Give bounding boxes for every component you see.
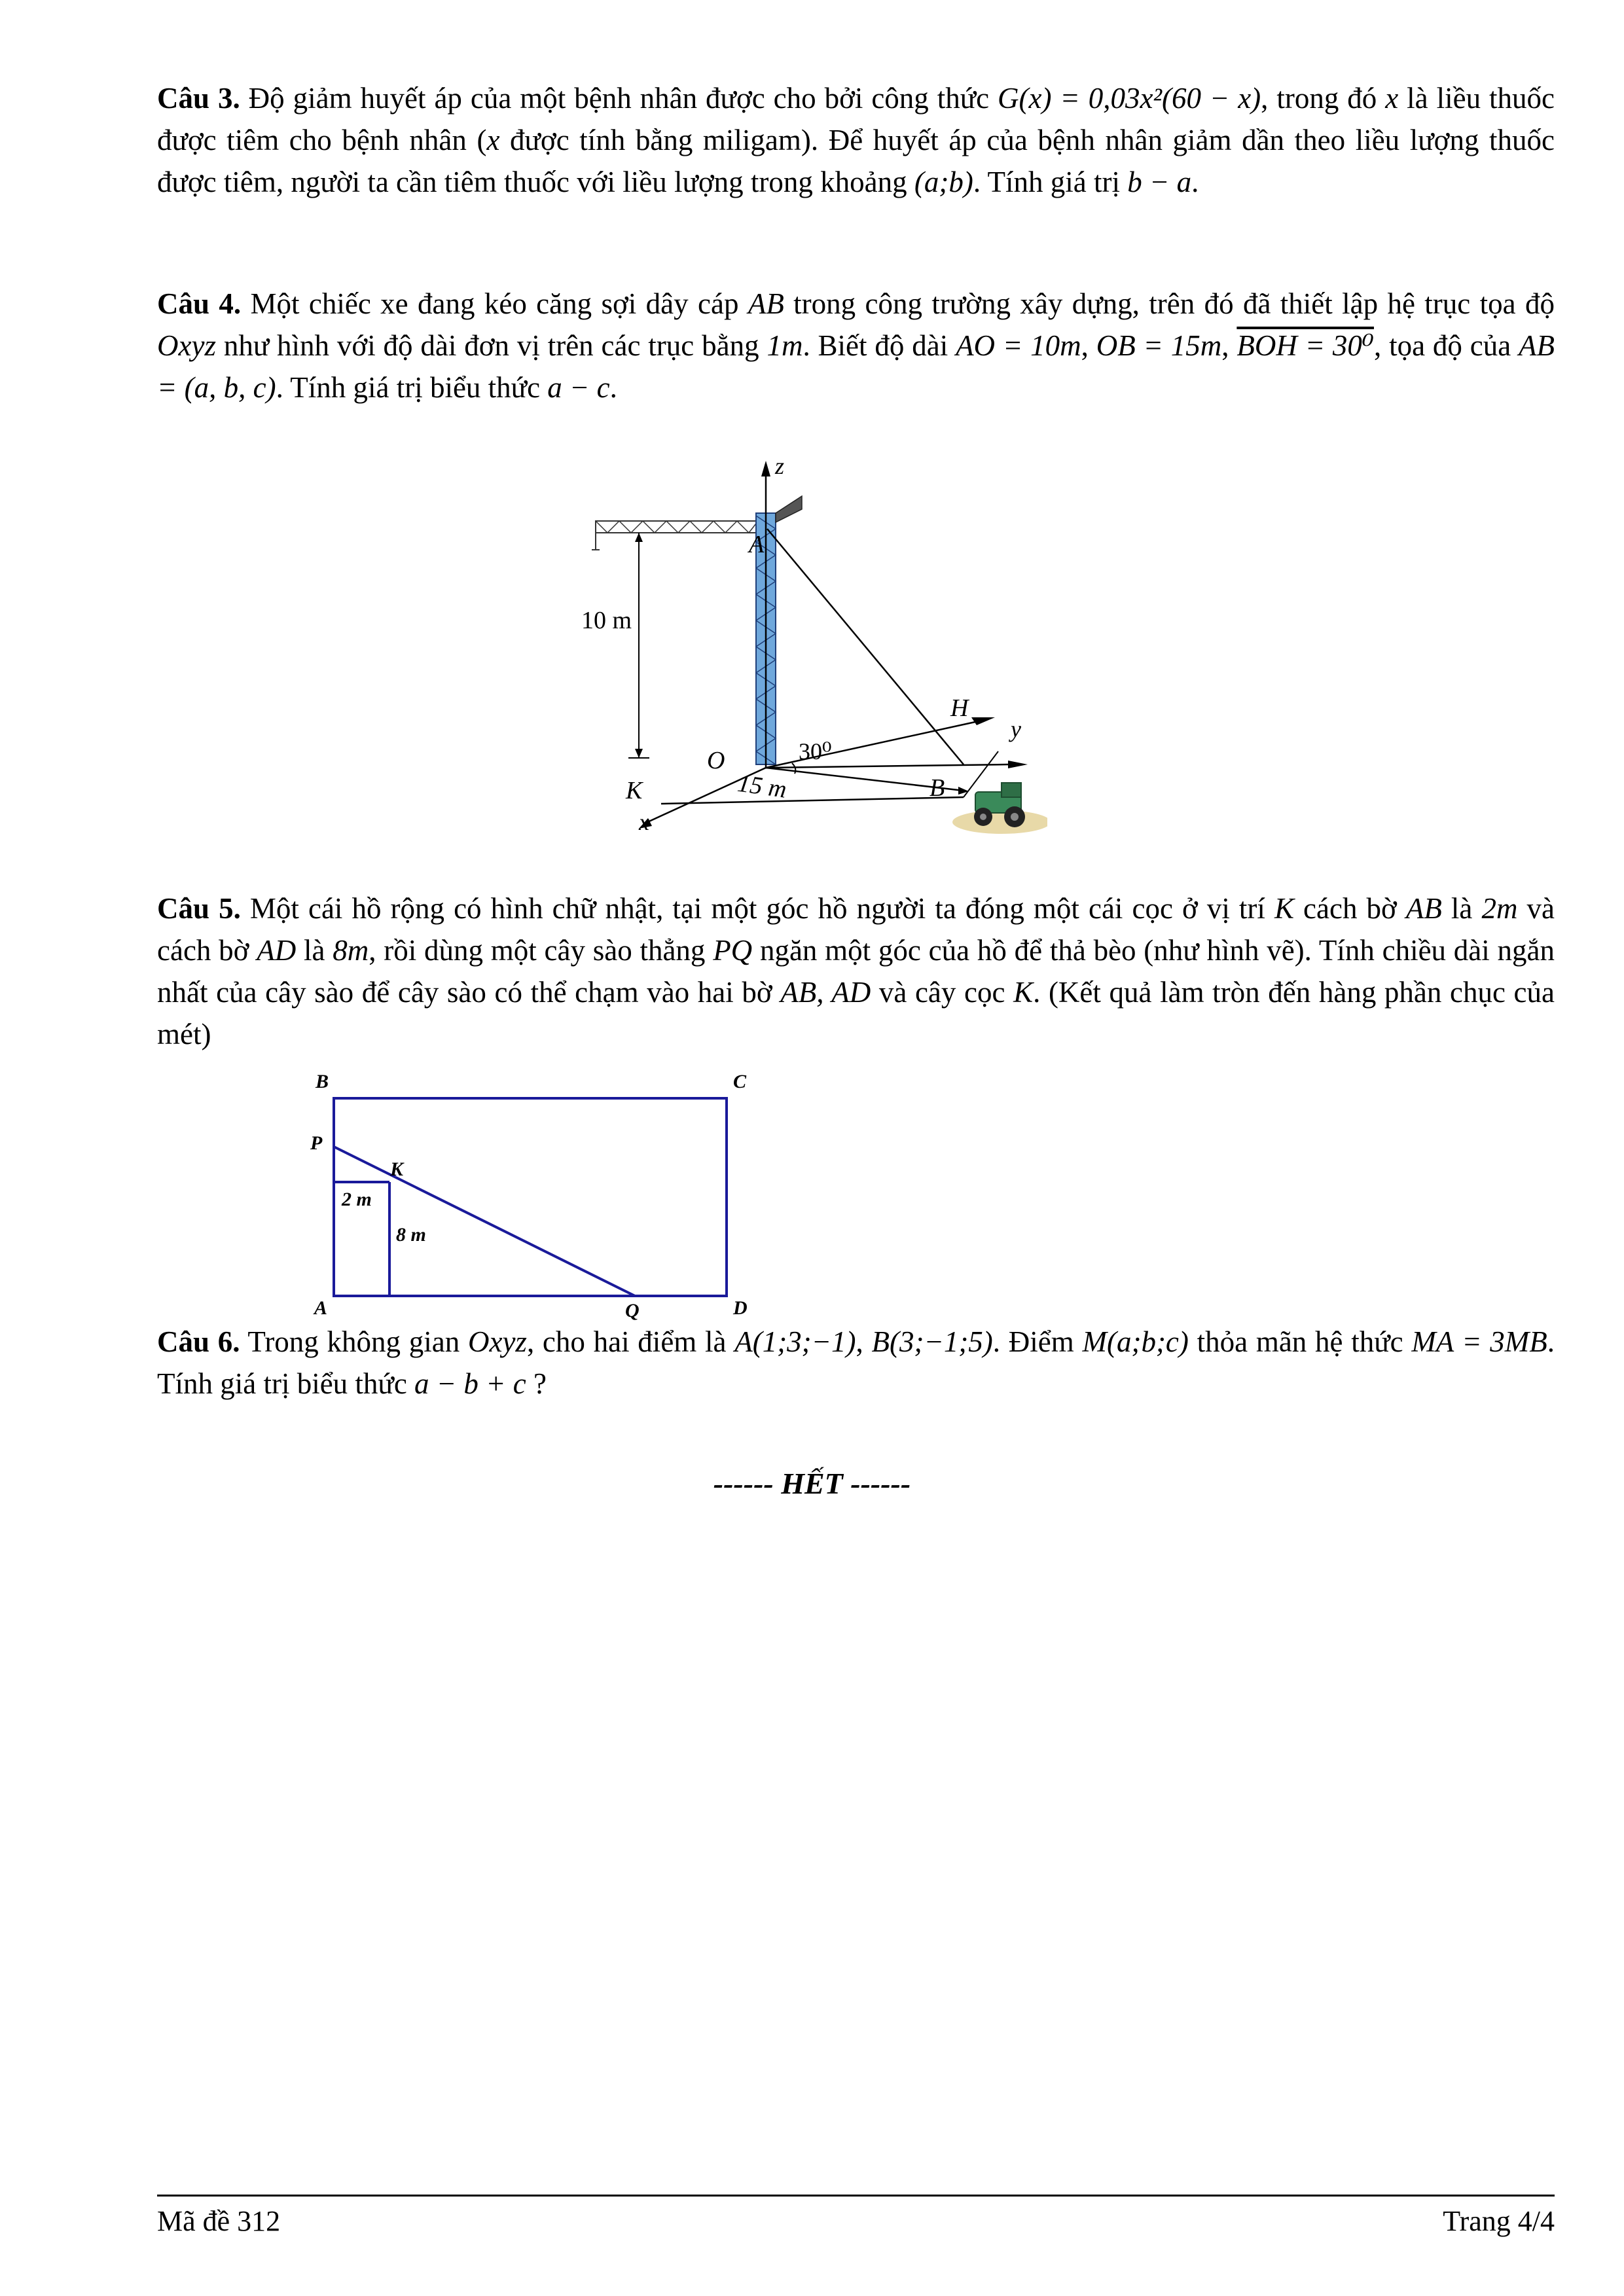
expression: a − b + c xyxy=(414,1367,526,1400)
distance-2m-label: 2 m xyxy=(342,1189,372,1210)
text: , trong đó xyxy=(1261,82,1386,115)
point-h-label: H xyxy=(950,694,969,722)
x-label: x xyxy=(639,809,649,835)
oh-line xyxy=(766,722,975,768)
question-label: Câu 3. xyxy=(157,82,240,115)
text: . Biết độ dài xyxy=(803,329,956,362)
y-axis xyxy=(766,764,1008,768)
text: , xyxy=(1221,329,1237,362)
text: trong công trường xây dựng, trên đó đã thiết lập hệ trục tọa độ xyxy=(784,287,1555,320)
kb-line xyxy=(661,797,964,804)
pole-pq-line xyxy=(334,1147,635,1296)
point-o-label: O xyxy=(707,747,725,774)
text: , rồi dùng một cây sào thẳng xyxy=(369,934,713,967)
text: . (Kết quả làm tròn đến hàng phần chục của mét) xyxy=(157,976,1555,1050)
text: thỏa mãn hệ thức xyxy=(1188,1325,1412,1358)
question-6 xyxy=(157,1321,1555,1405)
question-6-text xyxy=(157,1321,1555,1405)
height-dimension xyxy=(581,533,649,758)
lake-figure xyxy=(301,1066,799,1321)
text: và cây cọc xyxy=(871,976,1014,1009)
text: và cách bờ xyxy=(157,892,1555,967)
text: là xyxy=(296,934,333,967)
question-3-text xyxy=(157,77,1555,203)
variable: x xyxy=(486,124,500,156)
text: . Tính giá trị xyxy=(973,166,1128,198)
question-label: Câu 4. xyxy=(157,287,242,320)
length-ob: OB = 15m xyxy=(1096,329,1222,362)
corner-d-label: D xyxy=(733,1297,748,1319)
distance-1: 2m xyxy=(1481,892,1518,925)
angle-boh: BOH = 30⁰ xyxy=(1236,329,1374,362)
text: cách bờ xyxy=(1293,892,1406,925)
question-label: Câu 5. xyxy=(157,892,241,925)
y-label: y xyxy=(1011,716,1021,742)
coordinate-system: Oxyz xyxy=(157,329,216,362)
text: Độ giảm huyết áp của một bệnh nhân được cho bởi công thức xyxy=(240,82,998,115)
point-a-label: A xyxy=(749,531,765,558)
cable-ab xyxy=(767,529,964,764)
text: . Điểm xyxy=(992,1325,1083,1358)
oh-arrow xyxy=(971,717,995,725)
lake-labels xyxy=(310,1071,748,1321)
corner-a-label: A xyxy=(314,1297,328,1319)
point-b-label: B xyxy=(929,774,945,802)
text: . Tính giá trị biểu thức xyxy=(157,1325,1555,1400)
bh-line xyxy=(964,751,998,797)
side-ad: AD xyxy=(257,934,297,967)
text: là xyxy=(1441,892,1482,925)
text: , xyxy=(1081,329,1096,362)
sides: AB, AD xyxy=(780,976,871,1009)
question-4 xyxy=(157,283,1555,408)
text: là liều thuốc được tiêm cho bệnh nhân ( xyxy=(157,82,1555,156)
unit: 1m xyxy=(767,329,803,362)
expression: a − c xyxy=(547,371,610,404)
angle-label: 30⁰ xyxy=(799,738,832,764)
question-label: Câu 6. xyxy=(157,1325,240,1358)
text: được tính bằng miligam). Để huyết áp của bệnh nhân giảm dần theo liều lượng thuốc được tiêm, người ta cần tiêm thuốc với liều lượng trong khoảng xyxy=(157,124,1555,198)
z-label: z xyxy=(775,453,785,479)
corner-b-label: B xyxy=(316,1071,329,1092)
length-ao: AO = 10m xyxy=(956,329,1081,362)
height-label: 10 m xyxy=(581,607,632,634)
text: Một cái hồ rộng có hình chữ nhật, tại một góc hồ người ta đóng một cái cọc ở vị trí xyxy=(240,892,1274,925)
formula: G(x) = 0,03x²(60 − x) xyxy=(998,82,1261,115)
text: , tọa độ của xyxy=(1373,329,1519,362)
y-axis-arrow xyxy=(1008,761,1028,768)
text: . xyxy=(1191,166,1199,198)
text: ngăn một góc của hồ để thả bèo (như hình vẽ). Tính chiều dài ngắn nhất của cây sào để cây sào có thể chạm vào hai bờ xyxy=(157,934,1555,1009)
corner-c-label: C xyxy=(733,1071,747,1092)
interval: (a;b) xyxy=(914,166,973,198)
segment: AB xyxy=(748,287,784,320)
text: . xyxy=(609,371,617,404)
point-p-label: P xyxy=(310,1132,323,1154)
point-k-label: K xyxy=(390,1158,404,1180)
text: , cho hai điểm là xyxy=(526,1325,735,1358)
lake-rectangle xyxy=(334,1098,727,1296)
text: Trong không gian xyxy=(240,1325,468,1358)
angle-arc xyxy=(792,763,795,774)
expression: b − a xyxy=(1127,166,1192,198)
crane-jib xyxy=(592,521,756,550)
z-axis-arrow xyxy=(761,461,770,476)
length-label: 15 m xyxy=(736,769,789,804)
point-k: K xyxy=(1274,892,1294,925)
question-5 xyxy=(157,888,1555,1055)
coordinate-system: Oxyz xyxy=(467,1325,527,1358)
text: . Tính giá trị biểu thức xyxy=(276,371,548,404)
text: Một chiếc xe đang kéo căng sợi dây cáp xyxy=(241,287,748,320)
question-5-text xyxy=(157,888,1555,1055)
point-q-label: Q xyxy=(625,1300,640,1321)
question-4-text xyxy=(157,283,1555,408)
point-m: M(a;b;c) xyxy=(1082,1325,1189,1358)
end-marker: ------ HẾT ------ xyxy=(713,1467,911,1500)
vector-relation: MA = 3MB xyxy=(1411,1325,1547,1358)
distance-8m-label: 8 m xyxy=(396,1224,426,1246)
exam-code: Mã đề 312 xyxy=(157,2205,281,2237)
page-number: Trang 4/4 xyxy=(1443,2205,1555,2237)
point-b: B(3;−1;5) xyxy=(871,1325,993,1358)
vector-ab: AB = (a, b, c) xyxy=(157,329,1555,404)
pole-pq: PQ xyxy=(713,934,753,967)
distance-2: 8m xyxy=(333,934,369,967)
question-3 xyxy=(157,77,1555,203)
point-k-label: K xyxy=(626,777,643,804)
side-ab: AB xyxy=(1405,892,1442,925)
point-k: K xyxy=(1013,976,1034,1009)
point-a: A(1;3;−1) xyxy=(734,1325,856,1358)
crane-figure xyxy=(576,450,1047,836)
text: như hình với độ dài đơn vị trên các trục bằng xyxy=(215,329,767,362)
lake-outline xyxy=(334,1098,727,1296)
text: , xyxy=(856,1325,872,1358)
footer-divider xyxy=(157,2195,1555,2197)
text: ? xyxy=(526,1367,547,1400)
variable: x xyxy=(1385,82,1399,115)
